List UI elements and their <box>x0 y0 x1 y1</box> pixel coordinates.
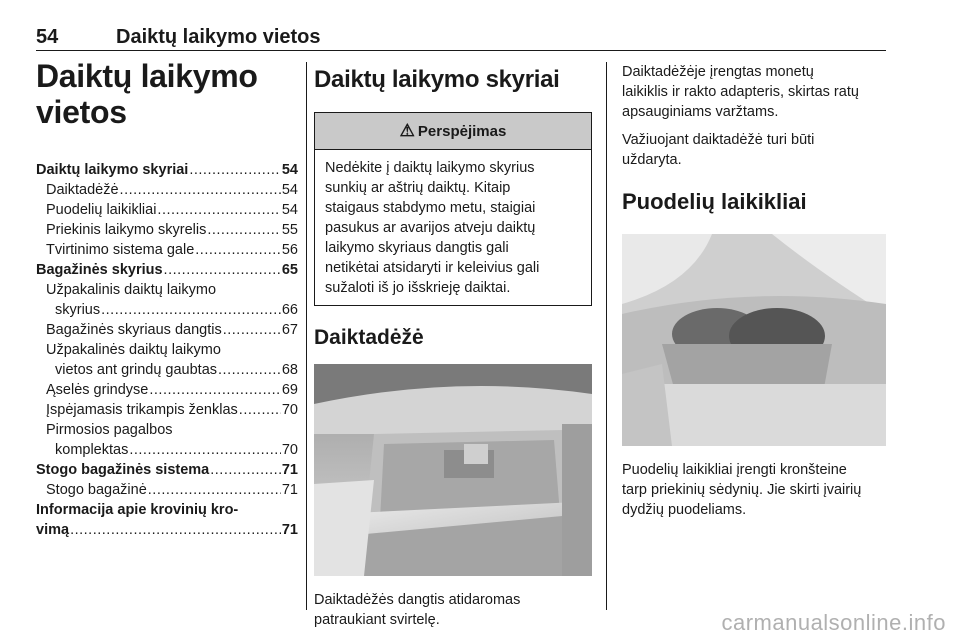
section-heading: Daiktų laikymo skyriai <box>314 66 560 93</box>
toc-entry[interactable]: Stogo bagažinė ..... 71 <box>36 480 298 500</box>
toc-entry-line1[interactable]: Informacija apie krovinių kro- <box>36 502 239 518</box>
figure-caption: Puodelių laikikliai įrengti kronšteine tarp priekinių sėdynių. Jie skirti įvairių dydžių puodeliams. <box>622 462 862 518</box>
glovebox-photo <box>314 364 592 576</box>
right-column <box>622 62 892 520</box>
table-of-contents <box>36 160 298 540</box>
toc-entry[interactable]: Bagažinės skyrius ..... 65 <box>36 260 298 280</box>
toc-entry[interactable]: Stogo bagažinės sistema ..... 71 <box>36 460 298 480</box>
toc-entry[interactable]: komplektas ..... 70 <box>36 440 298 460</box>
toc-entry[interactable]: vietos ant grindų gaubtas ..... 68 <box>36 360 298 380</box>
toc-entry[interactable]: vimą ..... 71 <box>36 520 298 540</box>
chapter-title: Daiktų laikymo vietos <box>36 58 258 130</box>
warning-triangle-icon: ⚠ <box>399 121 415 140</box>
toc-entry-line1[interactable]: Pirmosios pagalbos <box>46 422 173 438</box>
toc-entry-line1[interactable]: Užpakalinės daiktų laikymo <box>46 342 221 358</box>
toc-entry[interactable]: Tvirtinimo sistema gale ..... 56 <box>36 240 298 260</box>
warning-text: Nedėkite į daiktų laikymo skyrius sunkių ar aštrių daiktų. Kitaip staigaus stabdymo metu, staigiai pasukus ar avarijos atveju daiktų laikymo skyriaus dangtis gali netikėtai atsidaryti ir keleivius gali sužaloti iš jo išskrieję daiktai. <box>325 160 540 296</box>
paragraph: Važiuojant daiktadėžė turi būti uždaryta. <box>622 132 815 168</box>
running-title: Daiktų laikymo vietos <box>116 26 321 48</box>
middle-column <box>314 62 592 630</box>
toc-entry[interactable]: skyrius ..... 66 <box>36 300 298 320</box>
column-divider <box>306 62 307 610</box>
column-divider <box>606 62 607 610</box>
toc-entry-line1[interactable]: Užpakalinis daiktų laikymo <box>46 282 217 298</box>
toc-entry[interactable]: Įspėjamasis trikampis ženklas ..... 70 <box>36 400 298 420</box>
toc-entry[interactable]: Bagažinės skyriaus dangtis ..... 67 <box>36 320 298 340</box>
figure-caption: Daiktadėžės dangtis atidaromas patraukiant svirtelę. <box>314 592 521 628</box>
subsection-heading: Puodelių laikikliai <box>622 189 807 214</box>
warning-title: Perspėjimas <box>417 122 507 140</box>
toc-entry[interactable]: Priekinis laikymo skyrelis ..... 55 <box>36 220 298 240</box>
cupholder-photo <box>622 234 886 446</box>
toc-entry[interactable]: Puodelių laikikliai ..... 54 <box>36 200 298 220</box>
page-number: 54 <box>36 26 59 48</box>
paragraph: Daiktadėžėje įrengtas monetų laikiklis ir rakto adapteris, skirtas ratų apsauginiams varžtams. <box>622 64 859 120</box>
toc-entry[interactable]: Daiktų laikymo skyriai ..... 54 <box>36 160 298 180</box>
page-header <box>36 24 886 51</box>
toc-column <box>36 58 298 540</box>
warning-box <box>314 112 592 306</box>
toc-entry[interactable]: Ąselės grindyse ..... 69 <box>36 380 298 400</box>
watermark: carmanualsonline.info <box>721 610 946 635</box>
toc-entry[interactable]: Daiktadėžė ..... 54 <box>36 180 298 200</box>
subsection-heading: Daiktadėžė <box>314 326 424 349</box>
